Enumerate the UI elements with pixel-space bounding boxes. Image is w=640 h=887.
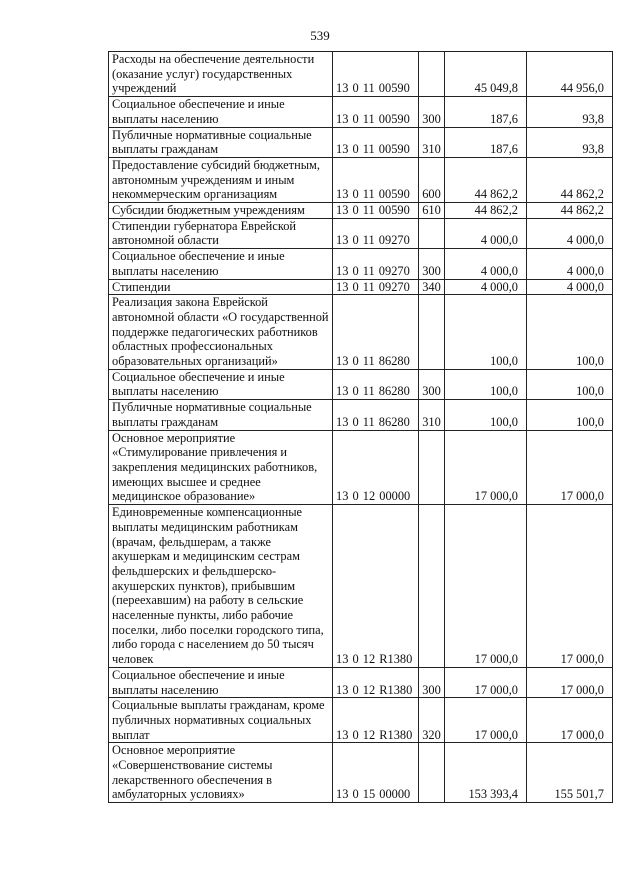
row-target-code: 13 0 15 00000 [333,743,419,803]
table-row [109,698,613,743]
row-target-code: 13 0 11 00590 [333,52,419,97]
row-expense-type: 320 [419,698,445,743]
row-expense-type: 600 [419,157,445,202]
row-name: Реализация закона Еврейской автономной области «О государственной поддержке педагогических работников областных профессиональных образовательных организаций» [109,295,333,370]
table-row [109,295,613,370]
row-amount-year-2: 44 862,2 [527,157,613,202]
table-row [109,52,613,97]
row-target-code: 13 0 11 86280 [333,369,419,399]
row-amount-year-2: 100,0 [527,369,613,399]
row-amount-year-1: 45 049,8 [445,52,527,97]
row-amount-year-1: 187,6 [445,127,527,157]
row-amount-year-1: 17 000,0 [445,430,527,505]
row-name: Субсидии бюджетным учреждениям [109,203,333,219]
table-row [109,97,613,127]
table-row [109,505,613,668]
row-expense-type [419,743,445,803]
row-target-code: 13 0 11 09270 [333,249,419,279]
row-target-code: 13 0 11 00590 [333,97,419,127]
row-name: Социальное обеспечение и иные выплаты населению [109,369,333,399]
row-target-code: 13 0 11 09270 [333,279,419,295]
row-name: Стипендии [109,279,333,295]
row-amount-year-1: 17 000,0 [445,698,527,743]
budget-table-body [109,52,613,803]
row-expense-type: 310 [419,400,445,430]
row-name: Основное мероприятие «Совершенствование системы лекарственного обеспечения в амбулаторных условиях» [109,743,333,803]
row-name: Социальное обеспечение и иные выплаты населению [109,667,333,697]
row-amount-year-1: 44 862,2 [445,157,527,202]
table-row [109,127,613,157]
row-name: Социальное обеспечение и иные выплаты населению [109,249,333,279]
row-amount-year-1: 4 000,0 [445,249,527,279]
row-amount-year-2: 100,0 [527,400,613,430]
table-row [109,203,613,219]
row-amount-year-1: 187,6 [445,97,527,127]
table-row [109,400,613,430]
page-number: 539 [310,28,330,43]
row-amount-year-2: 4 000,0 [527,218,613,248]
row-amount-year-2: 100,0 [527,295,613,370]
row-amount-year-1: 4 000,0 [445,218,527,248]
table-row [109,369,613,399]
row-expense-type: 310 [419,127,445,157]
table-row [109,430,613,505]
row-amount-year-1: 100,0 [445,295,527,370]
row-name: Социальное обеспечение и иные выплаты населению [109,97,333,127]
row-amount-year-2: 4 000,0 [527,279,613,295]
row-expense-type: 610 [419,203,445,219]
row-target-code: 13 0 12 R1380 [333,667,419,697]
row-target-code: 13 0 12 00000 [333,430,419,505]
row-expense-type: 300 [419,667,445,697]
row-expense-type [419,218,445,248]
row-name: Единовременные компенсационные выплаты медицинским работникам (врачам, фельдшерам, а также акушеркам и медицинским сестрам фельдшерских и фельдшерско-акушерских пунктов), прибывшим (переехавшим) на работу в сельские населенные пункты, либо рабочие поселки, либо поселки городского типа, либо города с населением до 50 тысяч человек [109,505,333,668]
row-target-code: 13 0 12 R1380 [333,505,419,668]
row-name: Стипендии губернатора Еврейской автономной области [109,218,333,248]
row-amount-year-2: 17 000,0 [527,667,613,697]
row-target-code: 13 0 12 R1380 [333,698,419,743]
row-amount-year-2: 17 000,0 [527,505,613,668]
budget-table [108,51,613,803]
row-amount-year-2: 93,8 [527,127,613,157]
row-expense-type [419,295,445,370]
table-row [109,249,613,279]
row-expense-type: 300 [419,369,445,399]
row-name: Публичные нормативные социальные выплаты гражданам [109,400,333,430]
row-amount-year-2: 17 000,0 [527,430,613,505]
row-amount-year-2: 17 000,0 [527,698,613,743]
row-name: Публичные нормативные социальные выплаты гражданам [109,127,333,157]
table-row [109,218,613,248]
table-row [109,667,613,697]
row-expense-type: 340 [419,279,445,295]
table-row [109,279,613,295]
row-amount-year-1: 4 000,0 [445,279,527,295]
row-expense-type [419,505,445,668]
row-name: Социальные выплаты гражданам, кроме публичных нормативных социальных выплат [109,698,333,743]
row-amount-year-2: 44 862,2 [527,203,613,219]
row-target-code: 13 0 11 86280 [333,400,419,430]
row-amount-year-2: 93,8 [527,97,613,127]
row-target-code: 13 0 11 09270 [333,218,419,248]
row-expense-type [419,430,445,505]
row-expense-type: 300 [419,97,445,127]
row-target-code: 13 0 11 86280 [333,295,419,370]
row-amount-year-2: 155 501,7 [527,743,613,803]
row-name: Расходы на обеспечение деятельности (оказание услуг) государственных учреждений [109,52,333,97]
row-amount-year-1: 44 862,2 [445,203,527,219]
row-amount-year-1: 153 393,4 [445,743,527,803]
row-amount-year-1: 17 000,0 [445,667,527,697]
row-target-code: 13 0 11 00590 [333,127,419,157]
row-expense-type: 300 [419,249,445,279]
row-name: Предоставление субсидий бюджетным, автономным учреждениям и иным некоммерческим организациям [109,157,333,202]
row-amount-year-2: 4 000,0 [527,249,613,279]
row-amount-year-2: 44 956,0 [527,52,613,97]
table-row [109,743,613,803]
row-amount-year-1: 100,0 [445,369,527,399]
row-target-code: 13 0 11 00590 [333,203,419,219]
row-expense-type [419,52,445,97]
table-row [109,157,613,202]
row-name: Основное мероприятие «Стимулирование привлечения и закрепления медицинских работников, имеющих высшее и среднее медицинское образование» [109,430,333,505]
row-target-code: 13 0 11 00590 [333,157,419,202]
row-amount-year-1: 100,0 [445,400,527,430]
row-amount-year-1: 17 000,0 [445,505,527,668]
